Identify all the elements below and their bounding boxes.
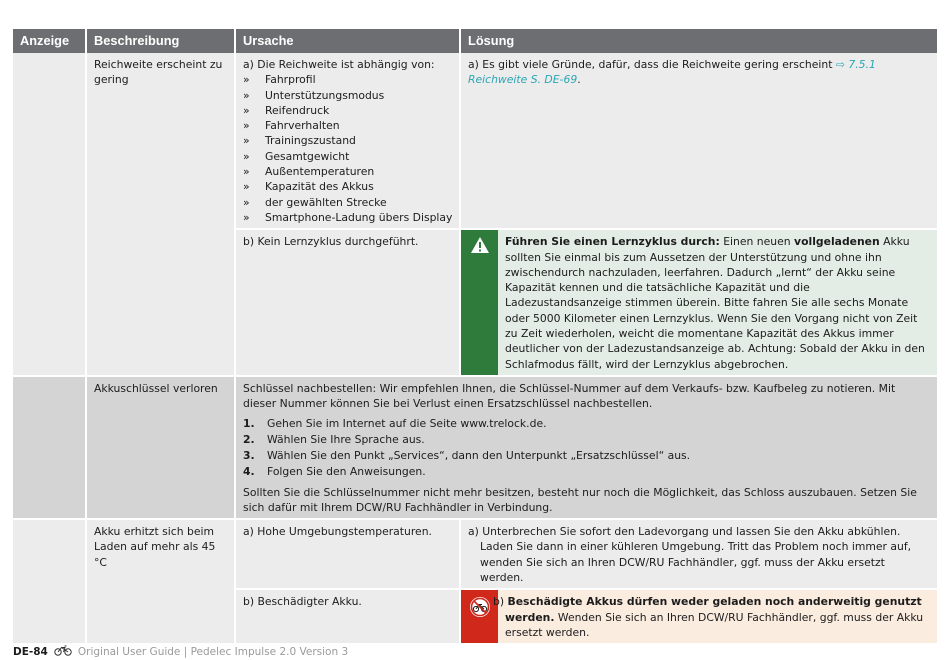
list-item [243,432,931,448]
list-item: » Smartphone-Ladung übers Display [243,210,453,225]
key-steps-list [243,416,931,480]
reichweite-link[interactable]: ⇨ 7.5.1 Reichweite S. DE-69 [468,58,876,87]
step-number: 4. [243,464,255,478]
key-outro: Sollten Sie die Schlüsselnummer nicht mehr besitzen, besteht nur noch die Möglichkeit, das Schloss auszubauen. Setzen Sie sich dafür mit Ihrem DCW/RU Fachhändler in Verbindung. [243,485,917,514]
step-text: Wählen Sie Ihre Sprache aus. [267,432,425,446]
cause-factor-list [243,72,453,225]
step-number: 1. [243,416,255,430]
cause-cell [235,53,460,229]
anzeige-cell [13,519,86,644]
list-item: » Gesamtgewicht [243,149,453,164]
note-text-part: Akku sollten Sie einmal bis zum Aussetzen der Unterstützung und ohne ihn zwischendurch nachzuladen, leerfahren. Dadurch „lernt“ der Akku seine Kapazität kennen und die tatsächliche Kapazität und die Ladezustandsanzeige stimmen überein. Bitte fahren Sie alle sechs Monate oder 5000 Kilometer einen Lernzyklus. Wenn Sie den Vorgang nicht von Zeit zu Zeit wiederholen, weicht die momentane Kapazität des Akkus immer deutlicher von der Ladezustandsanzeige ab. Achtung: Sobald der Akku in den Schlafmodus fällt, wird der Lernzyklus abgebrochen. [505,235,925,371]
bicycle-icon [54,645,72,659]
cause-cell: a) Hohe Umgebungstemperaturen. [235,519,460,589]
header-ursache: Ursache [235,29,460,53]
description-cell: Akku erhitzt sich beim Laden auf mehr als 45 °C [86,519,235,644]
page-number: DE-84 [13,646,48,658]
cause-intro: a) Die Reichweite ist abhängig von: [243,58,435,71]
note-prefix: b) [493,595,508,609]
warning-triangle-icon [461,230,498,375]
page-footer [13,645,348,659]
description-cell: Akkuschlüssel verloren [86,376,235,519]
header-beschreibung: Beschreibung [86,29,235,53]
cause-cell: b) Beschädigter Akku. [235,589,460,644]
step-number: 2. [243,432,255,446]
note-bold-lead: Beschädigte Akkus dürfen weder geladen noch anderweitig genutzt werden. [505,595,922,624]
description-cell: Reichweite erscheint zu gering [86,53,235,376]
list-item: » der gewählten Strecke [243,195,453,210]
table-row [13,519,937,589]
step-number: 3. [243,448,255,462]
solution-cell [460,589,937,644]
list-item [243,448,931,464]
list-item [243,464,931,480]
note-text-part: Wenden Sie sich an Ihren DCW/RU Fachhändler, ggf. muss der Akku ersetzt werden. [505,610,924,639]
learning-cycle-note [461,230,937,375]
list-item: » Reifendruck [243,103,453,118]
damaged-battery-note [461,590,937,643]
key-intro: Schlüssel nachbestellen: Wir empfehlen Ihnen, die Schlüssel-Nummer auf dem Verkaufs- bzw. Kaufbeleg zu notieren. Mit dieser Nummer können Sie bei Verlust einen Ersatzschlüssel nachbestellen. [243,381,896,411]
note-text-part: Einen neuen [719,235,795,249]
solution-end: . [577,73,581,87]
footer-text: Original User Guide | Pedelec Impulse 2.0 Version 3 [77,646,349,658]
solution-text: a) Unterbrechen Sie sofort den Ladevorgang und lassen Sie den Akku abkühlen. Laden Sie dann in einer kühleren Umgebung. Tritt das Problem noch immer auf, wenden Sie sich an Ihren DCW/RU Fachhändler, ggf. muss der Akku ersetzt werden. [468,525,912,585]
step-text: Folgen Sie den Anweisungen. [267,464,426,478]
note-bold-lead: Führen Sie einen Lernzyklus durch: [505,235,720,249]
list-item [243,416,931,432]
cause-cell: b) Kein Lernzyklus durchgeführt. [235,229,460,376]
table-row [13,376,937,519]
anzeige-cell [13,376,86,519]
list-item: » Kapazität des Akkus [243,179,453,194]
list-item: » Fahrprofil [243,72,453,87]
header-loesung: Lösung [460,29,937,53]
list-item: » Unterstützungsmodus [243,88,453,103]
list-item: » Außentemperaturen [243,164,453,179]
list-item: » Fahrverhalten [243,118,453,133]
solution-cell [235,376,937,519]
header-anzeige: Anzeige [13,29,86,53]
step-text: Wählen Sie den Punkt „Services“, dann den Unterpunkt „Ersatzschlüssel“ aus. [267,448,691,462]
anzeige-cell [13,53,86,376]
troubleshooting-table [13,29,937,645]
note-bold-word: vollgeladenen [794,235,880,249]
solution-cell [460,53,937,229]
solution-cell [460,229,937,376]
solution-text: a) Es gibt viele Gründe, dafür, dass die Reichweite gering erscheint [468,58,833,71]
note-text [493,590,937,643]
step-text: Gehen Sie im Internet auf die Seite www.trelock.de. [267,416,547,430]
solution-cell [460,519,937,589]
list-item: » Trainingszustand [243,133,453,148]
note-text [498,230,937,375]
table-header-row [13,29,937,53]
table-row [13,53,937,229]
